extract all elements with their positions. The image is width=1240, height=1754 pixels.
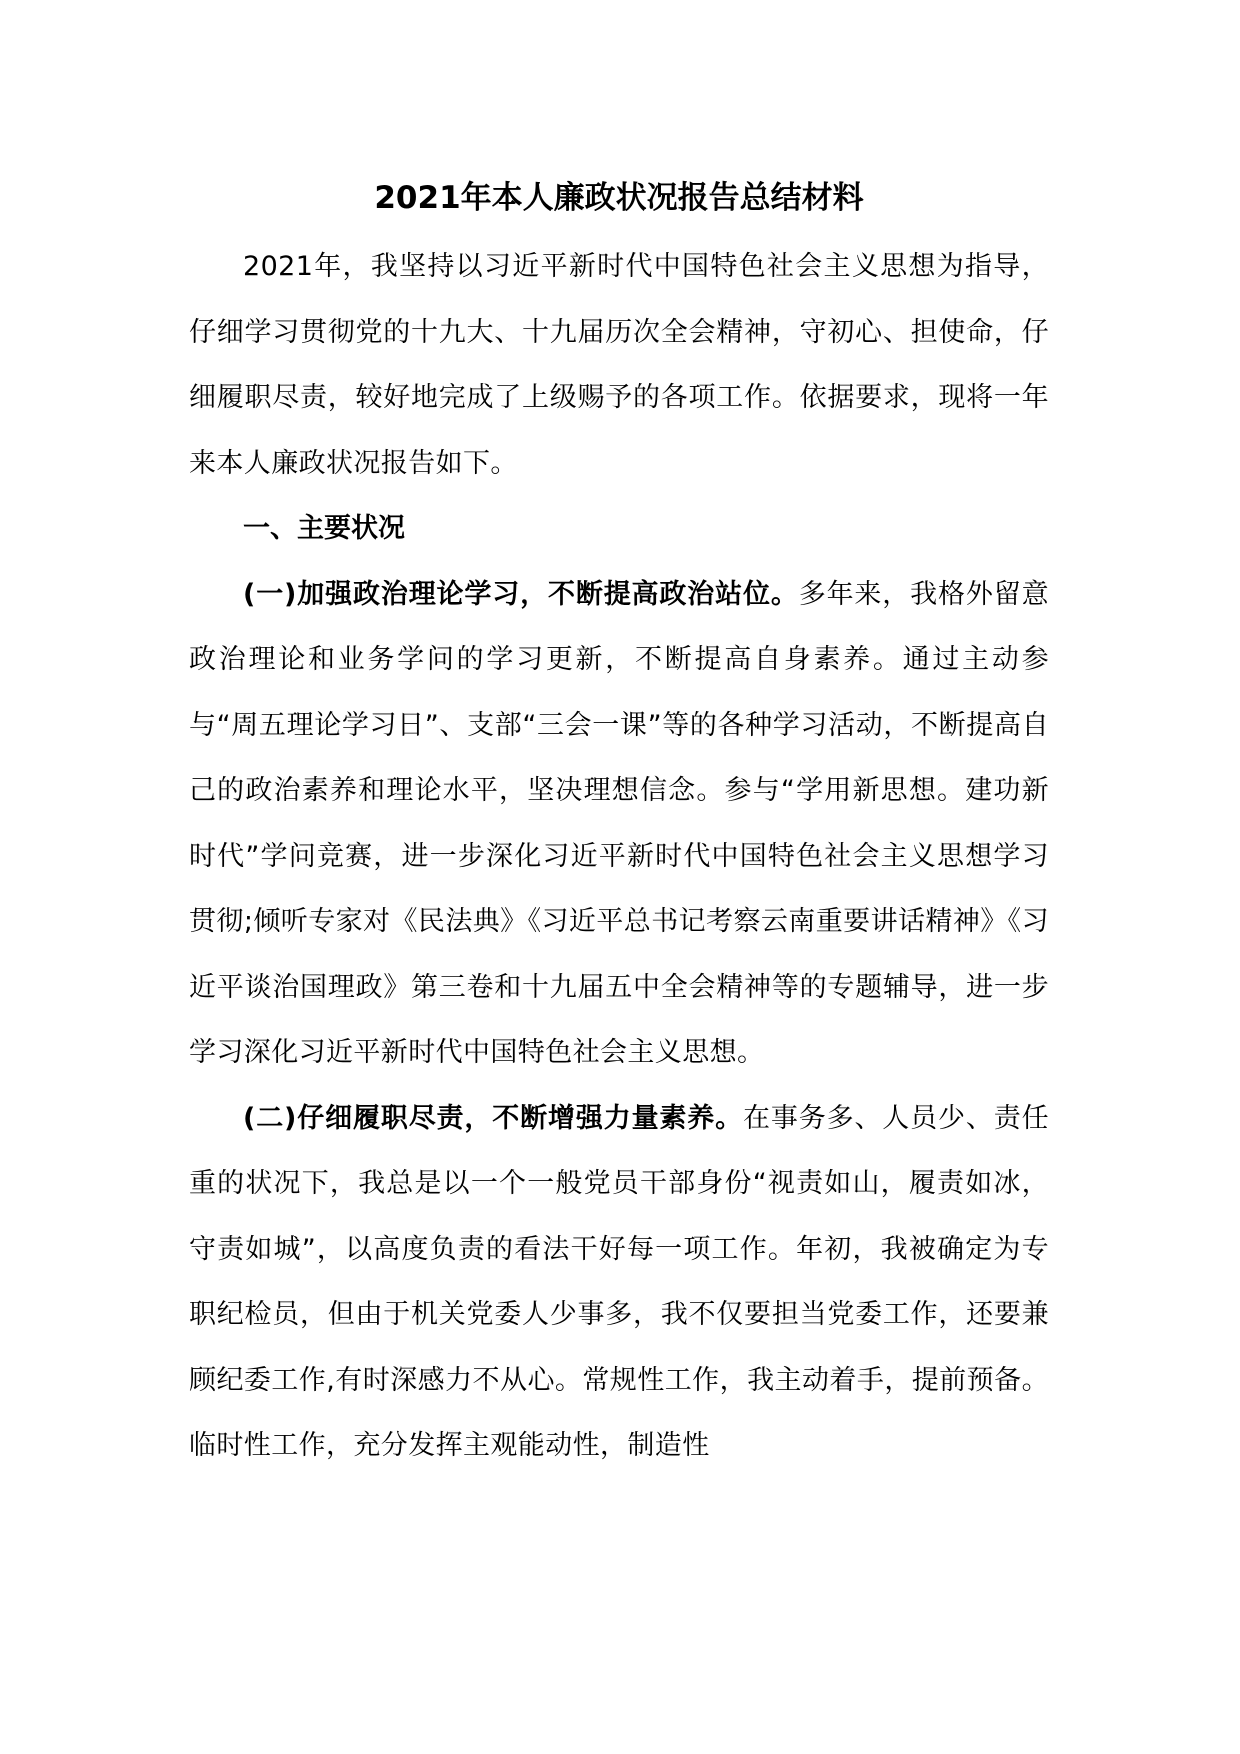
item-body-duty-performance: 在事务多、人员少、责任重的状况下，我总是以一个一般党员干部身份“视责如山，履责如冰，守责如城”，以高度负责的看法干好每一项工作。年初，我被确定为专职纪检员，但由于机关党委人少事多，我不仅要担当党委工作，还要兼顾纪委工作,有时深感力不从心。常规性工作，我主动着手，提前预备。临时性工作，充分发挥主观能动性，制造性 bbox=[189, 1102, 1050, 1461]
item-paragraph-duty-performance bbox=[189, 1086, 1049, 1479]
document-title: 2021年本人廉政状况报告总结材料 bbox=[374, 180, 864, 216]
item-lead-duty-performance: (二)仔细履职尽责，不断增强力量素养。 bbox=[243, 1102, 744, 1134]
section-heading-main-situation: 一、主要状况 bbox=[243, 513, 405, 544]
item-body-political-study: 多年来，我格外留意政治理论和业务学问的学习更新，不断提高自身素养。通过主动参与“周五理论学习日”、支部“三会一课”等的各种学习活动，不断提高自己的政治素养和理论水平，坚决理想信念。参与“学用新思想。建功新时代”学问竞赛，进一步深化习近平新时代中国特色社会主义思想学习贯彻;倾听专家对《民法典》《习近平总书记考察云南重要讲话精神》《习近平谈治国理政》第三卷和十九届五中全会精神等的专题辅导，进一步学习深化习近平新时代中国特色社会主义思想。 bbox=[189, 578, 1049, 1068]
item-paragraph-political-study bbox=[189, 562, 1049, 1086]
intro-paragraph: 2021年，我坚持以习近平新时代中国特色社会主义思想为指导，仔细学习贯彻党的十九大、十九届历次全会精神，守初心、担使命，仔细履职尽责，较好地完成了上级赐予的各项工作。依据要求，现将一年来本人廉政状况报告如下。 bbox=[189, 251, 1049, 479]
document-page bbox=[189, 176, 1049, 1479]
item-lead-political-study: (一)加强政治理论学习，不断提高政治站位。 bbox=[243, 578, 799, 610]
